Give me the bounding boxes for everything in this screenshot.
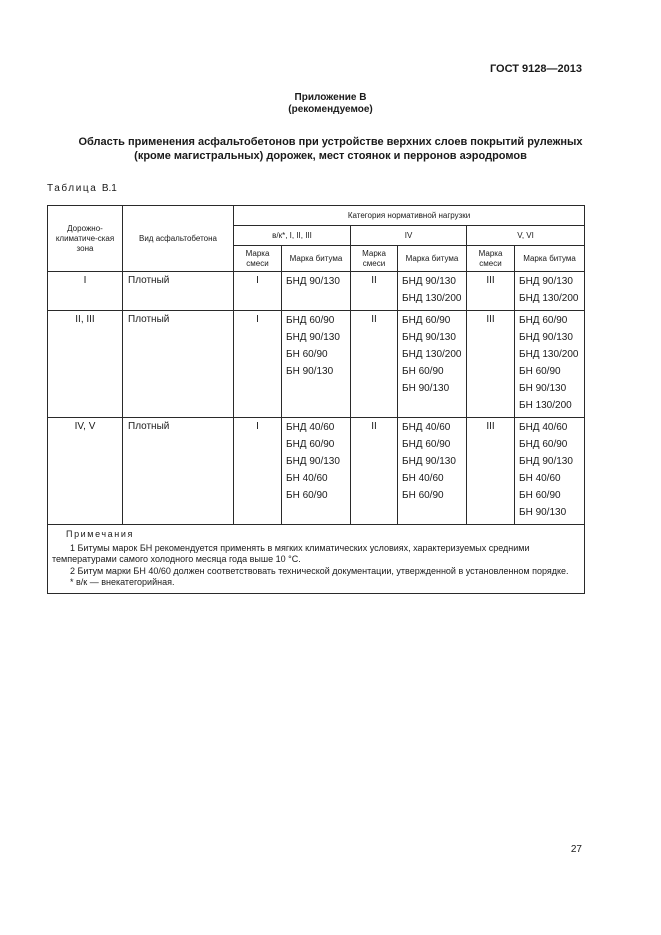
bitumen-grade: БН 60/90 — [519, 490, 561, 501]
bitumen-grade: БН 60/90 — [519, 366, 561, 377]
bitumen-grade: БНД 60/90 — [402, 315, 451, 326]
bitumen-grade: БН 130/200 — [519, 400, 572, 411]
header-mix-grade: Марка смеси — [351, 246, 398, 272]
footnote: * в/к — внекатегорийная. — [70, 577, 175, 587]
bitumen-table — [47, 205, 585, 594]
bitumen-grade: БН 90/130 — [519, 383, 567, 394]
header-mix-grade: Марка смеси — [467, 246, 515, 272]
bitumen-grade: БНД 60/90 — [286, 439, 335, 450]
bitumen-grade: БН 90/130 — [519, 507, 567, 518]
bitumen-grade: БН 60/90 — [286, 349, 328, 360]
bitumen-grade: БНД 60/90 — [402, 439, 451, 450]
bitumen-grade: БН 40/60 — [402, 473, 444, 484]
bitumen-grade: БНД 90/130 — [402, 456, 456, 467]
mix-grade-cell: I — [234, 272, 282, 311]
asphalt-type-cell: Плотный — [123, 272, 234, 311]
header-category-2: IV — [351, 226, 467, 246]
document-title-line-1: Область применения асфальтобетонов при устройстве верхних слоев покрытий рулежных — [78, 136, 583, 148]
bitumen-grade: БН 60/90 — [286, 490, 328, 501]
bitumen-grade: БНД 90/130 — [286, 276, 340, 287]
notes-title: Примечания — [66, 529, 134, 539]
zone-cell: II, III — [48, 311, 123, 418]
bitumen-grade: БНД 60/90 — [519, 439, 568, 450]
header-category-3: V, VI — [467, 226, 585, 246]
note-1: 1 Битумы марок БН рекомендуется применять в мягких климатических условиях, характеризуемых средними температурами самого холодного месяца года выше 10 °С. — [52, 542, 530, 564]
appendix-subtitle: (рекомендуемое) — [288, 104, 373, 115]
bitumen-grade: БНД 130/200 — [519, 349, 579, 360]
mix-grade-cell: I — [234, 418, 282, 525]
bitumen-grade: БНД 90/130 — [402, 276, 456, 287]
bitumen-grade: БНД 60/90 — [519, 315, 568, 326]
mix-grade-cell: II — [351, 311, 398, 418]
bitumen-grade: БН 90/130 — [402, 383, 450, 394]
bitumen-grade: БНД 90/130 — [519, 456, 573, 467]
bitumen-grade: БНД 40/60 — [402, 422, 451, 433]
bitumen-grade: БН 60/90 — [402, 490, 444, 501]
document-title-line-2: (кроме магистральных) дорожек, мест стоянок и перронов аэродромов — [134, 150, 527, 162]
header-bitumen-grade: Марка битума — [282, 246, 351, 272]
zone-cell: I — [48, 272, 123, 311]
mix-grade-cell: II — [351, 418, 398, 525]
appendix-heading — [0, 92, 661, 116]
page-number: 27 — [570, 844, 582, 855]
table-row — [48, 418, 585, 525]
table-row — [48, 272, 585, 311]
table-header — [48, 206, 585, 272]
header-zone: Дорожно-климатиче-ская зона — [48, 206, 123, 272]
bitumen-grade: БНД 60/90 — [286, 315, 335, 326]
zone-cell: IV, V — [48, 418, 123, 525]
bitumen-grades-cell — [515, 272, 585, 311]
header-category-1: в/к*, I, II, III — [234, 226, 351, 246]
bitumen-grade: БНД 40/60 — [286, 422, 335, 433]
header-asphalt-type: Вид асфальтобетона — [123, 206, 234, 272]
header-bitumen-grade: Марка битума — [515, 246, 585, 272]
bitumen-grade: БНД 90/130 — [402, 332, 456, 343]
note-2: 2 Битум марки БН 40/60 должен соответствовать технической документации, утвержденной в установленном порядке. — [70, 565, 569, 576]
header-mix-grade: Марка смеси — [234, 246, 282, 272]
table-caption-prefix: Таблица — [47, 183, 98, 194]
bitumen-grades-cell — [282, 418, 351, 525]
bitumen-grade: БН 90/130 — [286, 366, 334, 377]
bitumen-grades-cell — [398, 311, 467, 418]
bitumen-grade: БНД 130/200 — [402, 349, 462, 360]
mix-grade-cell: III — [467, 272, 515, 311]
mix-grade-cell: I — [234, 311, 282, 418]
table-body — [48, 272, 585, 525]
mix-grade-cell: III — [467, 418, 515, 525]
notes-block — [48, 525, 585, 594]
bitumen-grades-cell — [515, 311, 585, 418]
bitumen-grades-cell — [398, 418, 467, 525]
mix-grade-cell: II — [351, 272, 398, 311]
bitumen-grades-cell — [398, 272, 467, 311]
asphalt-type-cell: Плотный — [123, 311, 234, 418]
bitumen-grades-cell — [515, 418, 585, 525]
appendix-title: Приложение В — [294, 92, 367, 103]
bitumen-grade: БН 60/90 — [402, 366, 444, 377]
standard-number: ГОСТ 9128—2013 — [489, 63, 582, 75]
bitumen-grades-cell — [282, 311, 351, 418]
bitumen-grade: БНД 90/130 — [286, 332, 340, 343]
table-row — [48, 311, 585, 418]
bitumen-grade: БН 40/60 — [519, 473, 561, 484]
bitumen-grade: БНД 130/200 — [519, 293, 579, 304]
bitumen-grade: БНД 90/130 — [519, 276, 573, 287]
bitumen-grade: БНД 90/130 — [519, 332, 573, 343]
table-caption — [47, 183, 117, 194]
header-load-category: Категория нормативной нагрузки — [234, 206, 585, 226]
bitumen-grade: БН 40/60 — [286, 473, 328, 484]
bitumen-grade: БНД 130/200 — [402, 293, 462, 304]
bitumen-grade: БНД 40/60 — [519, 422, 568, 433]
header-bitumen-grade: Марка битума — [398, 246, 467, 272]
asphalt-type-cell: Плотный — [123, 418, 234, 525]
document-title — [48, 135, 613, 163]
bitumen-grades-cell — [282, 272, 351, 311]
mix-grade-cell: III — [467, 311, 515, 418]
table-caption-number: В.1 — [101, 183, 117, 194]
bitumen-grade: БНД 90/130 — [286, 456, 340, 467]
